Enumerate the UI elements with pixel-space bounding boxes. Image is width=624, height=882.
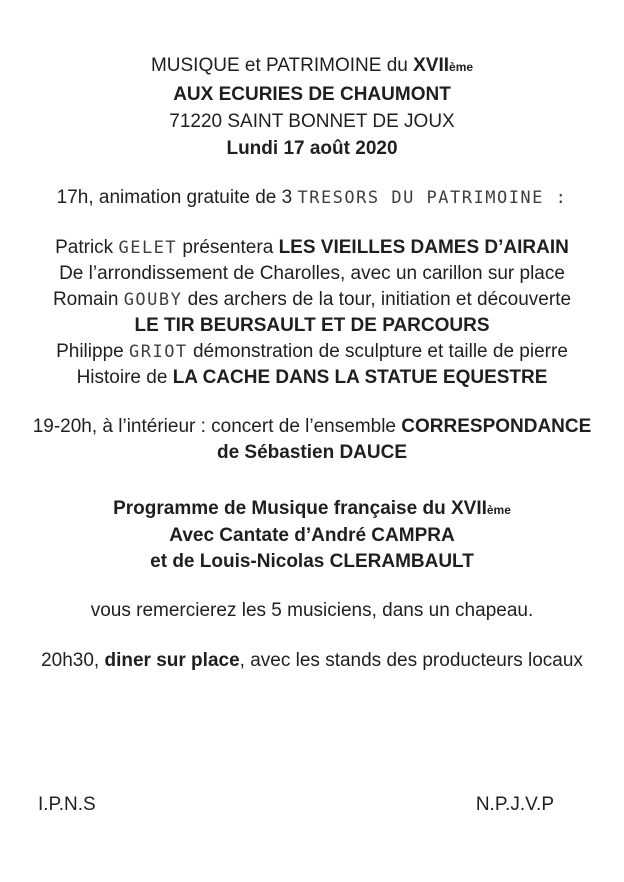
programme-title-text: Programme de Musique française du <box>113 498 451 519</box>
flyer-footer <box>38 792 554 818</box>
dinner-suffix: , avec les stands des producteurs locaux <box>239 650 583 671</box>
act-line-gelet <box>0 235 624 261</box>
dinner-line <box>0 648 624 674</box>
footer-right-npjvp: N.P.J.V.P <box>475 794 554 815</box>
act-line-charolles: De l’arrondissement de Charolles, avec un carillon sur place <box>59 263 565 284</box>
act-gouby-name: GOUBY <box>123 290 183 310</box>
act-gelet-title: LES VIEILLES DAMES D’AIRAIN <box>278 237 569 258</box>
act-griot-prefix: Philippe <box>56 341 129 362</box>
programme-title-line <box>0 496 624 523</box>
programme-section <box>0 496 624 575</box>
dinner-time: 20h30, <box>41 650 105 671</box>
act-line-tir: LE TIR BEURSAULT ET DE PARCOURS <box>134 315 490 336</box>
dinner-section <box>0 648 624 674</box>
programme-century-ordinal: ème <box>486 503 511 517</box>
concert-line <box>0 414 624 440</box>
address-line: 71220 SAINT BONNET DE JOUX <box>169 111 455 132</box>
act-gouby-prefix: Romain <box>52 289 124 310</box>
act-line-gouby <box>0 287 624 313</box>
title-century-ordinal: ème <box>449 60 474 74</box>
act-gelet-prefix: Patrick <box>55 237 119 258</box>
act-line-griot <box>0 339 624 365</box>
act-griot-name: GRIOT <box>128 342 188 362</box>
venue-line: AUX ECURIES DE CHAUMONT <box>173 84 451 105</box>
title-line <box>0 52 624 81</box>
act-gelet-name: GELET <box>118 238 178 258</box>
title-century: XVII <box>413 55 450 76</box>
concert-ensemble-name: CORRESPONDANCE <box>401 416 592 437</box>
act-gouby-suffix: des archers de la tour, initiation et découverte <box>182 289 572 310</box>
programme-campra-line: Avec Cantate d’André CAMPRA <box>169 525 455 546</box>
act-cache-title: LA CACHE DANS LA STATUE EQUESTRE <box>172 367 548 388</box>
dinner-bold-text: diner sur place <box>104 650 240 671</box>
act-line-cache <box>0 365 624 391</box>
programme-clerambault-line: et de Louis-Nicolas CLERAMBAULT <box>150 551 474 572</box>
concert-section <box>0 414 624 466</box>
intro-script-text: TRESORS DU PATRIMOINE : <box>297 188 568 208</box>
title-text: MUSIQUE et PATRIMOINE du <box>150 55 414 76</box>
act-cache-prefix: Histoire de <box>76 367 173 388</box>
programme-century: XVII <box>450 498 487 519</box>
concert-text: 19-20h, à l’intérieur : concert de l’ensemble <box>32 416 402 437</box>
acts-section <box>0 235 624 391</box>
intro-text: 17h, animation gratuite de 3 <box>56 187 298 208</box>
date-line: Lundi 17 août 2020 <box>226 138 398 159</box>
intro-section <box>0 185 624 211</box>
act-gelet-middle: présentera <box>177 237 279 258</box>
intro-line <box>0 185 624 211</box>
thanks-section <box>0 598 624 624</box>
act-griot-suffix: démonstration de sculpture et taille de pierre <box>187 341 568 362</box>
footer-left-ipns: I.P.N.S <box>38 794 96 815</box>
thanks-line: vous remercierez les 5 musiciens, dans un chapeau. <box>90 600 534 621</box>
flyer-header <box>0 52 624 162</box>
concert-director-line: de Sébastien DAUCE <box>216 442 408 463</box>
